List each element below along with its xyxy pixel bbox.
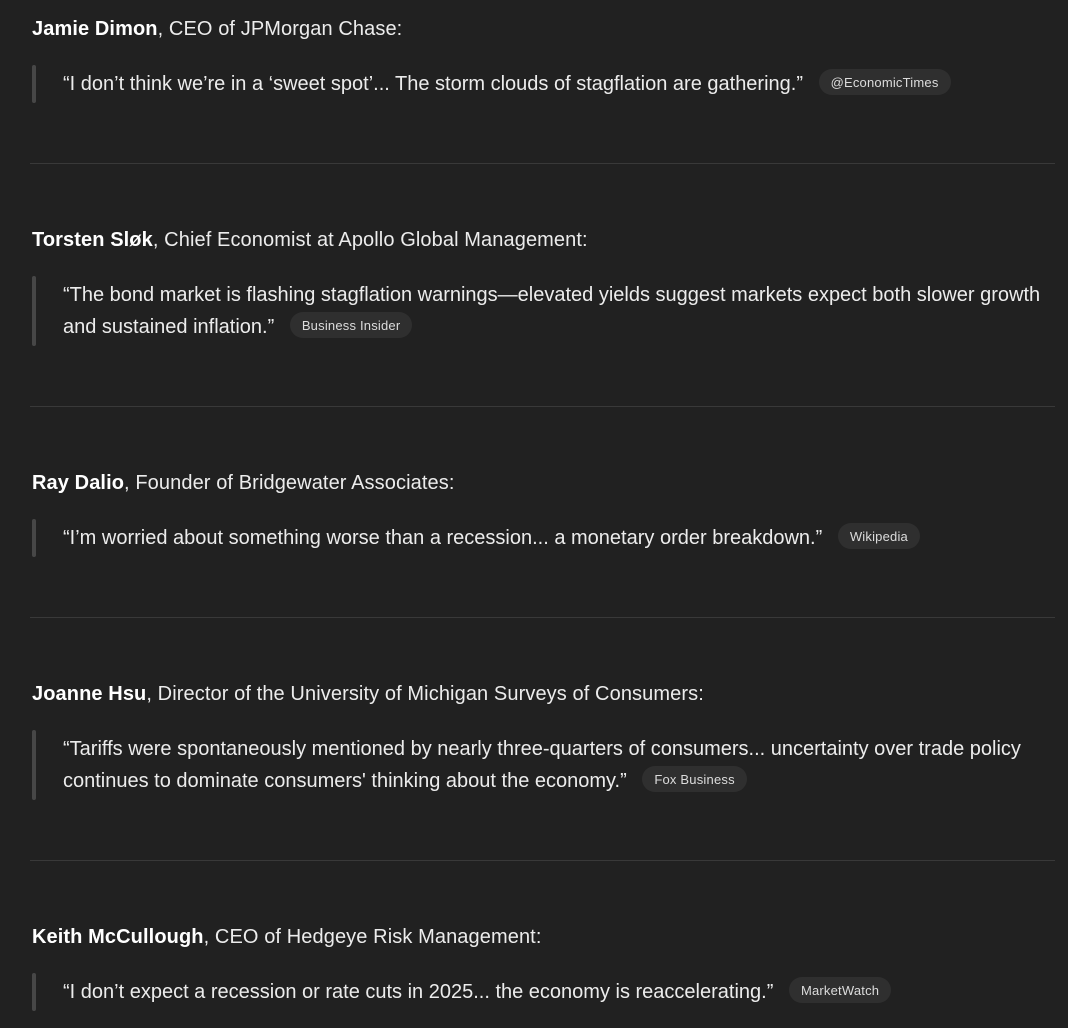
entry-header [32,680,1055,708]
source-citation-pill[interactable]: Business Insider [290,312,413,338]
quote-text: “I don’t think we’re in a ‘sweet spot’... The storm clouds of stagflation are gathering.” [63,73,803,95]
section-divider [30,860,1055,861]
speaker-name: Joanne Hsu [32,683,147,705]
speaker-name: Keith McCullough [32,926,204,948]
speaker-name: Torsten Sløk [32,229,153,251]
section-divider [30,406,1055,407]
quote-bar [32,730,36,800]
source-citation-pill[interactable]: MarketWatch [789,977,891,1003]
source-citation-pill[interactable]: Wikipedia [838,523,920,549]
quote-entry [32,923,1055,1011]
speaker-title: , CEO of JPMorgan Chase: [157,18,403,40]
entry-header [32,15,1055,43]
entry-header [32,226,1055,254]
quote-text: “The bond market is flashing stagflation warnings—elevated yields suggest markets expect both slower growth and sustained inflation.” [63,284,1041,338]
speaker-title: , Founder of Bridgewater Associates: [124,472,455,494]
quote-block [32,65,1055,103]
speaker-title: , CEO of Hedgeye Risk Management: [203,926,542,948]
source-citation-pill[interactable]: Fox Business [642,766,746,792]
speaker-title: , Director of the University of Michigan Surveys of Consumers: [146,683,704,705]
quote-bar [32,65,36,103]
quote-entry [32,226,1055,346]
entry-header [32,923,1055,951]
quote-entry [32,15,1055,103]
section-divider [30,163,1055,164]
speaker-name: Ray Dalio [32,472,125,494]
quote-block [32,519,1055,557]
entry-header [32,469,1055,497]
quote-text: “I don’t expect a recession or rate cuts in 2025... the economy is reaccelerating.” [63,981,774,1003]
quote-block [32,276,1055,346]
source-citation-pill[interactable]: @EconomicTimes [819,69,951,95]
quote-text: “Tariffs were spontaneously mentioned by nearly three-quarters of consumers... uncertainty over trade policy continues to dominate consumers' thinking about the economy.” [63,738,1021,792]
quote-entry [32,680,1055,800]
quote-block [32,730,1055,800]
quote-text: “I’m worried about something worse than a recession... a monetary order breakdown.” [63,527,823,549]
quote-bar [32,973,36,1011]
quote-bar [32,519,36,557]
speaker-name: Jamie Dimon [32,18,158,40]
speaker-title: , Chief Economist at Apollo Global Management: [152,229,588,251]
section-divider [30,617,1055,618]
quote-block [32,973,1055,1011]
quote-entry [32,469,1055,557]
quote-bar [32,276,36,346]
